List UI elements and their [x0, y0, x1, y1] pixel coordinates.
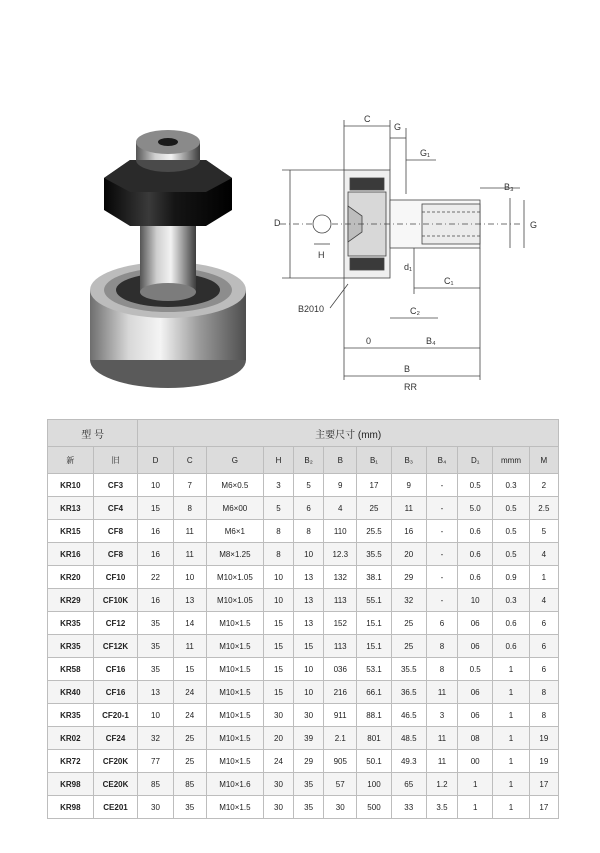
table-row — [48, 796, 559, 819]
table-cell: 39 — [294, 727, 324, 750]
table-cell: 16 — [138, 543, 173, 566]
table-cell: 10 — [263, 589, 293, 612]
table-cell: 35 — [138, 658, 173, 681]
table-cell: 85 — [138, 773, 173, 796]
table-cell: 2.1 — [324, 727, 357, 750]
table-cell: 4 — [529, 589, 558, 612]
table-row — [48, 773, 559, 796]
dim-b4: B₄ — [426, 336, 436, 346]
column-header: B — [324, 447, 357, 474]
table-cell: 0.5 — [493, 520, 529, 543]
table-cell: 38.1 — [357, 566, 391, 589]
table-cell: 8 — [294, 520, 324, 543]
table-cell: 35.5 — [391, 658, 426, 681]
table-cell: 10 — [138, 474, 173, 497]
dim-g1: G₁ — [420, 148, 431, 158]
model-cell: KR29 — [48, 589, 94, 612]
table-cell: 5 — [263, 497, 293, 520]
table-cell: 6 — [529, 635, 558, 658]
table-cell: 6 — [529, 658, 558, 681]
table-cell: 24 — [173, 681, 206, 704]
column-header: mmm — [493, 447, 529, 474]
table-cell: 10 — [263, 566, 293, 589]
table-row — [48, 635, 559, 658]
table-cell: M10×1.5 — [206, 727, 263, 750]
table-cell: 24 — [263, 750, 293, 773]
table-cell: 500 — [357, 796, 391, 819]
table-cell: 1 — [529, 566, 558, 589]
table-cell: 19 — [529, 750, 558, 773]
table-cell: 11 — [173, 520, 206, 543]
column-header: C — [173, 447, 206, 474]
table-cell: 15 — [263, 658, 293, 681]
table-cell: 06 — [458, 635, 493, 658]
column-header: D — [138, 447, 173, 474]
column-header: 新 — [48, 447, 94, 474]
table-row — [48, 612, 559, 635]
model-cell: KR35 — [48, 704, 94, 727]
column-header: B₂ — [294, 447, 324, 474]
drawing-roller-bottom — [350, 258, 384, 270]
table-cell: 25 — [357, 497, 391, 520]
model-cell: KR02 — [48, 727, 94, 750]
dim-b3: B₃ — [504, 182, 514, 192]
table-cell: 9 — [391, 474, 426, 497]
drawing-hole — [313, 215, 331, 233]
table-cell: M10×1.5 — [206, 796, 263, 819]
table-cell: 905 — [324, 750, 357, 773]
table-cell: 0.5 — [458, 474, 493, 497]
product-photo — [78, 120, 258, 400]
table-cell: 30 — [263, 796, 293, 819]
table-cell: 8 — [263, 543, 293, 566]
model-cell: CE20K — [93, 773, 138, 796]
column-header: B₄ — [426, 447, 457, 474]
table-cell: 22 — [138, 566, 173, 589]
model-cell: KR98 — [48, 796, 94, 819]
table-cell: 110 — [324, 520, 357, 543]
table-cell: 1 — [458, 796, 493, 819]
table-cell: 12.3 — [324, 543, 357, 566]
table-cell: 8 — [426, 658, 457, 681]
model-cell: KR72 — [48, 750, 94, 773]
table-cell: 25 — [173, 727, 206, 750]
table-cell: 5 — [294, 474, 324, 497]
table-row — [48, 681, 559, 704]
drawing-roller-top — [350, 178, 384, 190]
table-cell: 35 — [138, 635, 173, 658]
table-cell: 13 — [173, 589, 206, 612]
table-cell: 49.3 — [391, 750, 426, 773]
table-cell: 13 — [138, 681, 173, 704]
table-cell: M10×1.5 — [206, 704, 263, 727]
table-cell: 13 — [294, 589, 324, 612]
table-cell: 25 — [391, 635, 426, 658]
table-row — [48, 543, 559, 566]
model-cell: KR58 — [48, 658, 94, 681]
table-cell: 10 — [138, 704, 173, 727]
dim-g2: G — [530, 220, 538, 230]
table-cell: M10×1.5 — [206, 750, 263, 773]
table-cell: - — [426, 543, 457, 566]
table-cell: 13 — [294, 566, 324, 589]
table-cell: 6 — [529, 612, 558, 635]
dim-zero: 0 — [366, 336, 372, 346]
table-cell: 25.5 — [357, 520, 391, 543]
table-cell: M10×1.5 — [206, 635, 263, 658]
table-cell: 0.6 — [493, 612, 529, 635]
table-cell: 6 — [294, 497, 324, 520]
table-cell: 13 — [294, 612, 324, 635]
dim-d: D — [274, 218, 281, 228]
table-cell: 11 — [173, 635, 206, 658]
table-cell: 4 — [529, 543, 558, 566]
table-cell: 7 — [173, 474, 206, 497]
table-cell: M10×1.5 — [206, 612, 263, 635]
table-cell: 35.5 — [357, 543, 391, 566]
model-cell: KR40 — [48, 681, 94, 704]
table-cell: 0.3 — [493, 589, 529, 612]
table-cell: 1 — [493, 704, 529, 727]
table-cell: 77 — [138, 750, 173, 773]
table-cell: 0.9 — [493, 566, 529, 589]
table-cell: 30 — [263, 773, 293, 796]
model-cell: CF20K — [93, 750, 138, 773]
table-cell: 19 — [529, 727, 558, 750]
table-cell: 10 — [294, 681, 324, 704]
table-cell: 132 — [324, 566, 357, 589]
table-cell: 35 — [173, 796, 206, 819]
table-cell: 1 — [493, 727, 529, 750]
table-cell: 06 — [458, 612, 493, 635]
model-cell: KR16 — [48, 543, 94, 566]
stud-shaft-base — [140, 283, 196, 301]
model-cell: CF20-1 — [93, 704, 138, 727]
table-row — [48, 658, 559, 681]
table-cell: 5.0 — [458, 497, 493, 520]
table-cell: 0.6 — [493, 635, 529, 658]
model-cell: CF16 — [93, 681, 138, 704]
model-cell: KR35 — [48, 635, 94, 658]
column-header: 旧 — [93, 447, 138, 474]
table-cell: 33 — [391, 796, 426, 819]
table-cell: 11 — [426, 750, 457, 773]
table-cell: 35 — [294, 796, 324, 819]
table-cell: 29 — [294, 750, 324, 773]
model-cell: KR10 — [48, 474, 94, 497]
table-cell: 50.1 — [357, 750, 391, 773]
table-cell: 35 — [294, 773, 324, 796]
table-cell: M6×0.5 — [206, 474, 263, 497]
table-cell: 30 — [263, 704, 293, 727]
table-cell: M6×00 — [206, 497, 263, 520]
table-cell: 11 — [426, 727, 457, 750]
table-cell: 1.2 — [426, 773, 457, 796]
table-cell: 15 — [173, 658, 206, 681]
table-cell: 0.6 — [458, 566, 493, 589]
table-row — [48, 566, 559, 589]
table-cell: 8 — [529, 704, 558, 727]
model-cell: CF16 — [93, 658, 138, 681]
spec-table — [47, 419, 559, 819]
column-header: B₁ — [357, 447, 391, 474]
table-cell: 55.1 — [357, 589, 391, 612]
table-cell: 100 — [357, 773, 391, 796]
table-cell: 25 — [173, 750, 206, 773]
model-cell: KR35 — [48, 612, 94, 635]
header-dims-group: 主要尺寸 (mm) — [138, 420, 559, 447]
table-cell: 8 — [263, 520, 293, 543]
hex-socket — [158, 138, 178, 146]
model-cell: KR98 — [48, 773, 94, 796]
column-header: D₁ — [458, 447, 493, 474]
table-cell: M10×1.05 — [206, 589, 263, 612]
dim-c: C — [364, 114, 371, 124]
table-cell: M10×1.05 — [206, 566, 263, 589]
table-group-header — [48, 420, 559, 447]
table-cell: 8 — [529, 681, 558, 704]
table-cell: 46.5 — [391, 704, 426, 727]
table-cell: 32 — [138, 727, 173, 750]
model-cell: KR13 — [48, 497, 94, 520]
table-cell: 4 — [324, 497, 357, 520]
table-cell: 10 — [294, 543, 324, 566]
table-cell: 85 — [173, 773, 206, 796]
table-row — [48, 520, 559, 543]
table-cell: - — [426, 566, 457, 589]
table-cell: M6×1 — [206, 520, 263, 543]
table-cell: 57 — [324, 773, 357, 796]
table-cell: 1 — [493, 750, 529, 773]
table-cell: 25 — [391, 612, 426, 635]
header-model-group: 型 号 — [48, 420, 138, 447]
table-cell: 06 — [458, 681, 493, 704]
table-cell: 66.1 — [357, 681, 391, 704]
table-cell: 15 — [263, 612, 293, 635]
table-cell: - — [426, 497, 457, 520]
table-cell: 14 — [173, 612, 206, 635]
table-cell: 16 — [391, 520, 426, 543]
table-sub-header — [48, 447, 559, 474]
model-cell: CE201 — [93, 796, 138, 819]
model-cell: CF8 — [93, 543, 138, 566]
table-cell: 10 — [294, 658, 324, 681]
table-body — [48, 474, 559, 819]
table-cell: 16 — [138, 589, 173, 612]
table-cell: 0.5 — [458, 658, 493, 681]
table-cell: 3.5 — [426, 796, 457, 819]
table-cell: 152 — [324, 612, 357, 635]
table-row — [48, 704, 559, 727]
table-cell: 1 — [493, 658, 529, 681]
table-cell: M10×1.6 — [206, 773, 263, 796]
table-cell: 8 — [173, 497, 206, 520]
table-cell: 3 — [263, 474, 293, 497]
table-cell: 036 — [324, 658, 357, 681]
table-cell: 35 — [138, 612, 173, 635]
table-row — [48, 497, 559, 520]
table-row — [48, 727, 559, 750]
model-cell: KR20 — [48, 566, 94, 589]
model-cell: CF3 — [93, 474, 138, 497]
table-cell: 48.5 — [391, 727, 426, 750]
table-cell: 17 — [357, 474, 391, 497]
table-cell: M10×1.5 — [206, 658, 263, 681]
table-cell: M8×1.25 — [206, 543, 263, 566]
table-cell: 16 — [138, 520, 173, 543]
column-header: M — [529, 447, 558, 474]
column-header: H — [263, 447, 293, 474]
table-cell: 8 — [426, 635, 457, 658]
table-cell: - — [426, 474, 457, 497]
table-cell: 11 — [426, 681, 457, 704]
table-cell: 911 — [324, 704, 357, 727]
dim-c2: C₂ — [410, 306, 420, 316]
table-row — [48, 750, 559, 773]
table-cell: 20 — [263, 727, 293, 750]
table-cell: 17 — [529, 773, 558, 796]
technical-drawing — [272, 108, 592, 398]
table-row — [48, 589, 559, 612]
table-cell: 2 — [529, 474, 558, 497]
table-cell: 30 — [324, 796, 357, 819]
table-cell: 0.3 — [493, 474, 529, 497]
dim-b2010: B2010 — [298, 304, 325, 314]
table-cell: 801 — [357, 727, 391, 750]
model-cell: CF10K — [93, 589, 138, 612]
dim-h: H — [318, 250, 325, 260]
dim-rr: RR — [404, 382, 417, 392]
table-cell: 29 — [391, 566, 426, 589]
table-cell: 5 — [529, 520, 558, 543]
column-header: G — [206, 447, 263, 474]
table-cell: 0.6 — [458, 543, 493, 566]
table-cell: 1 — [458, 773, 493, 796]
table-cell: 53.1 — [357, 658, 391, 681]
table-cell: 20 — [391, 543, 426, 566]
table-cell: 3 — [426, 704, 457, 727]
table-cell: 15 — [138, 497, 173, 520]
table-cell: M10×1.5 — [206, 681, 263, 704]
table-cell: 30 — [138, 796, 173, 819]
table-cell: 65 — [391, 773, 426, 796]
model-cell: CF4 — [93, 497, 138, 520]
table-cell: 88.1 — [357, 704, 391, 727]
table-cell: 10 — [458, 589, 493, 612]
table-cell: 00 — [458, 750, 493, 773]
model-cell: CF12K — [93, 635, 138, 658]
dim-c1: C₁ — [444, 276, 454, 286]
model-cell: CF12 — [93, 612, 138, 635]
table-cell: 6 — [426, 612, 457, 635]
table-cell: 113 — [324, 589, 357, 612]
table-row — [48, 474, 559, 497]
table-cell: 30 — [294, 704, 324, 727]
table-cell: 17 — [529, 796, 558, 819]
table-cell: - — [426, 589, 457, 612]
table-cell: 11 — [391, 497, 426, 520]
table-cell: 36.5 — [391, 681, 426, 704]
table-cell: 08 — [458, 727, 493, 750]
table-cell: 216 — [324, 681, 357, 704]
table-cell: 15.1 — [357, 612, 391, 635]
model-cell: KR15 — [48, 520, 94, 543]
dim-g-top: G — [394, 122, 402, 132]
table-cell: 06 — [458, 704, 493, 727]
table-cell: 0.6 — [458, 520, 493, 543]
table-cell: 2.5 — [529, 497, 558, 520]
model-cell: CF24 — [93, 727, 138, 750]
dim-b: B — [404, 364, 411, 374]
table-cell: 15 — [263, 681, 293, 704]
table-cell: - — [426, 520, 457, 543]
dim-d1: d₁ — [404, 262, 413, 272]
table-cell: 1 — [493, 681, 529, 704]
column-header: B₃ — [391, 447, 426, 474]
table-cell: 9 — [324, 474, 357, 497]
table-cell: 11 — [173, 543, 206, 566]
table-cell: 15.1 — [357, 635, 391, 658]
table-cell: 0.5 — [493, 543, 529, 566]
table-cell: 15 — [263, 635, 293, 658]
table-cell: 1 — [493, 796, 529, 819]
table-cell: 0.5 — [493, 497, 529, 520]
table-cell: 24 — [173, 704, 206, 727]
table-cell: 32 — [391, 589, 426, 612]
model-cell: CF10 — [93, 566, 138, 589]
table-cell: 1 — [493, 773, 529, 796]
table-cell: 10 — [173, 566, 206, 589]
table-cell: 113 — [324, 635, 357, 658]
table-cell: 15 — [294, 635, 324, 658]
model-cell: CF8 — [93, 520, 138, 543]
